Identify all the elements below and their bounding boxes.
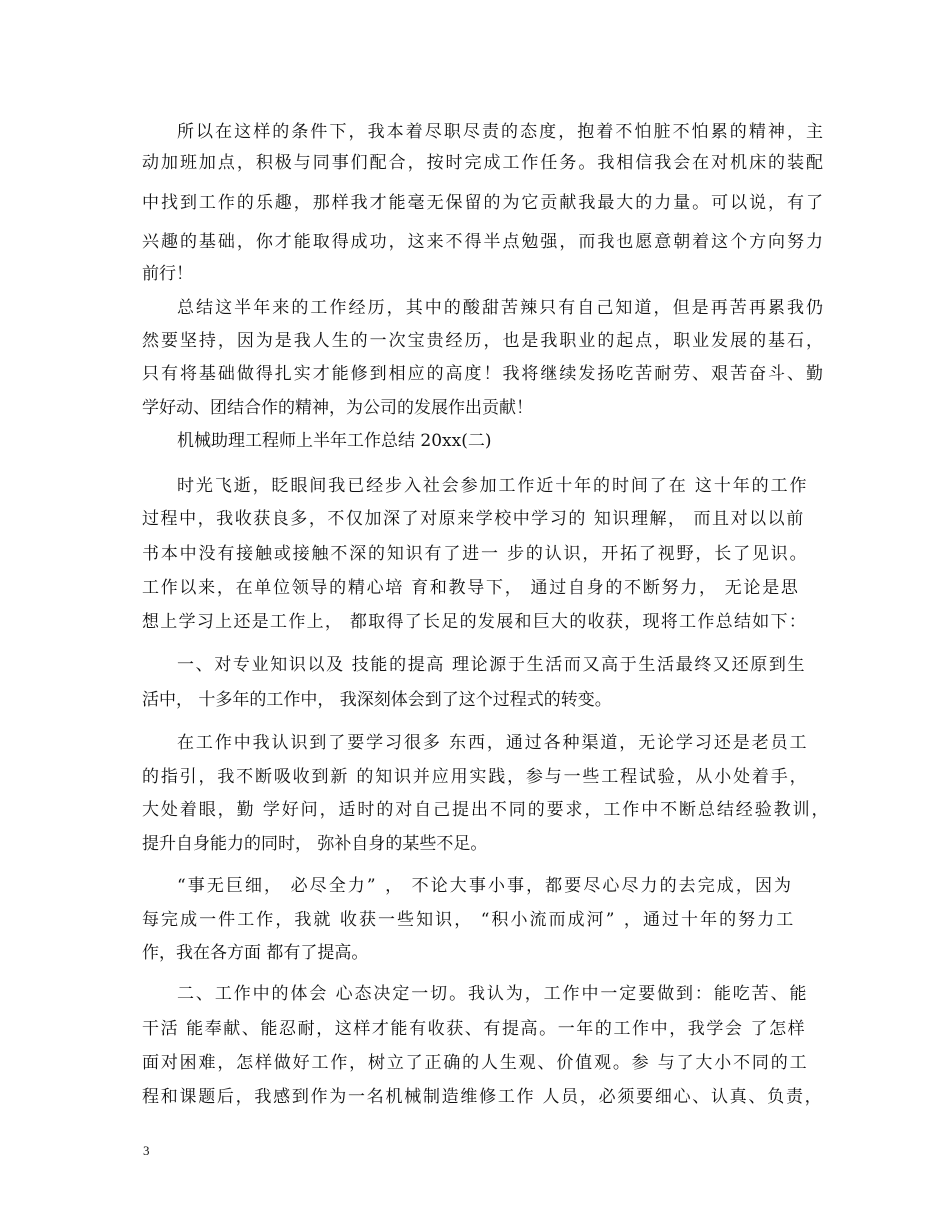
paragraph-line: 然要坚持，因为是我人生的一次宝贵经历，也是我职业的起点，职业发展的基石， <box>142 331 825 351</box>
paragraph-line: “事无巨细， 必尽全力” ， 不论大事小事，都要尽心尽力的去完成，因为 <box>177 876 794 896</box>
paragraph-line: 书本中没有接触或接触不深的知识有了进一 步的认识，开拓了视野，长了见识。 <box>142 544 809 564</box>
paragraph-line: 兴趣的基础，你才能取得成功，这来不得半点勉强，而我也愿意朝着这个方向努力 <box>142 232 825 252</box>
paragraph-line: 工作以来，在单位领导的精心培 育和教导下， 通过自身的不断努力， 无论是思 <box>142 578 800 598</box>
paragraph-line: 前行！ <box>142 264 193 284</box>
paragraph-line: 学好动、团结合作的精神，为公司的发展作出贡献！ <box>142 398 533 418</box>
paragraph-line: 程和课题后，我感到作为一名机械制造维修工作 人员，必须要细心、认真、负责， <box>142 1087 824 1107</box>
paragraph-line: 过程中，我收获良多，不仅加深了对原来学校中学习的 知识理解， 而且对以以前 <box>142 509 805 529</box>
paragraph-line: 二、工作中的体会 心态决定一切。我认为，工作中一定要做到：能吃苦、能 <box>177 984 809 1004</box>
paragraph-line: 在工作中我认识到了要学习很多 东西，通过各种渠道，无论学习还是老员工 <box>177 733 809 753</box>
paragraph-line: 中找到工作的乐趣，那样我才能毫无保留的为它贡献我最大的力量。可以说，有了 <box>142 193 825 213</box>
paragraph-line: 所以在这样的条件下，我本着尽职尽责的态度，抱着不怕脏不怕累的精神，主 <box>177 122 826 142</box>
paragraph-line: 机械助理工程师上半年工作总结 20xx(二) <box>177 431 492 451</box>
paragraph-line: 干活 能奉献、能忍耐，这样才能有收获、有提高。一年的工作中，我学会 了怎样 <box>142 1019 807 1039</box>
paragraph-line: 的指引，我不断吸收到新 的知识并应用实践，参与一些工程试验，从小处着手， <box>142 767 809 787</box>
page-number: 3 <box>143 1143 150 1158</box>
paragraph-line: 每完成一件工作，我就 收获一些知识， “积小流而成河” ，通过十年的努力工 <box>142 910 796 930</box>
paragraph-line: 总结这半年来的工作经历，其中的酸甜苦辣只有自己知道，但是再苦再累我仍 <box>177 298 826 318</box>
paragraph-line: 提升自身能力的同时， 弥补自身的某些不足。 <box>142 834 488 854</box>
paragraph-line: 时光飞逝，眨眼间我已经步入社会参加工作近十年的时间了在 这十年的工作 <box>177 476 809 496</box>
paragraph-line: 想上学习上还是工作上， 都取得了长足的发展和巨大的收获，现将工作总结如下： <box>142 612 808 632</box>
paragraph-line: 大处着眼，勤 学好问，适时的对自己提出不同的要求，工作中不断总结经验教训， <box>142 800 831 820</box>
paragraph-line: 一、对专业知识以及 技能的提高 理论源于生活而又高于生活最终又还原到生 <box>177 655 807 675</box>
paragraph-line: 面对困难，怎样做好工作，树立了正确的人生观、价值观。参 与了大小不同的工 <box>142 1053 809 1073</box>
paragraph-line: 活中， 十多年的工作中， 我深刻体会到了这个过程式的转变。 <box>142 690 612 710</box>
paragraph-line: 只有将基础做得扎实才能修到相应的高度！我将继续发扬吃苦耐劳、艰苦奋斗、勤 <box>142 364 825 384</box>
paragraph-line: 作，我在各方面 都有了提高。 <box>142 943 369 963</box>
paragraph-line: 动加班加点，积极与同事们配合，按时完成工作任务。我相信我会在对机床的装配 <box>142 153 825 173</box>
